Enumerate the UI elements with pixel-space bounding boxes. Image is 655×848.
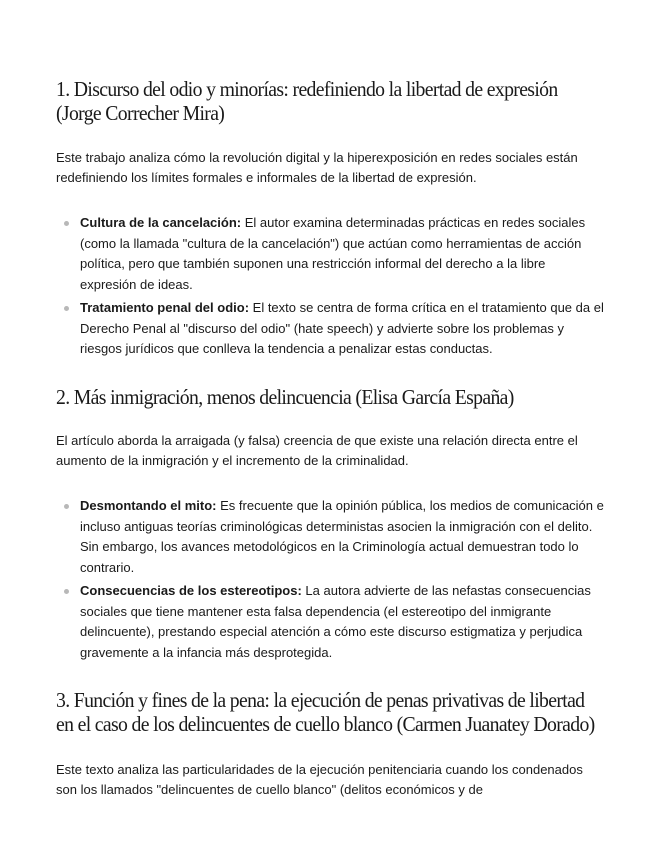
list-item <box>56 298 604 360</box>
section-2-heading: 2. Más inmigración, menos delincuencia (Elisa García España) <box>56 385 514 409</box>
bullet-text: El autor examina determinadas prácticas en redes sociales (como la llamada "cultura de la cancelación") que actúan como herramientas de acción política, pero que también suponen una restricción informal del derecho a la libre expresión de ideas. <box>80 215 586 292</box>
bullet-text: La autora advierte de las nefastas consecuencias sociales que tiene mantener esta falsa dependencia (el estereotipo del inmigrante delincuente), prestando especial atención a cómo este discurso estigmatiza y perjudica gravemente a la infancia más desprotegida. <box>80 583 591 660</box>
list-item <box>56 496 604 578</box>
section-1-bullet-list <box>56 213 604 360</box>
bullet-dot-icon <box>64 306 69 311</box>
bullet-term: Desmontando el mito: <box>80 498 217 513</box>
section-1-heading: 1. Discurso del odio y minorías: redefiniendo la libertad de expresión (Jorge Correcher Mira) <box>56 77 558 125</box>
bullet-dot-icon <box>64 589 69 594</box>
bullet-term: Tratamiento penal del odio: <box>80 300 250 315</box>
section-3-heading: 3. Función y fines de la pena: la ejecución de penas privativas de libertad en el caso de los delincuentes de cuello blanco (Carmen Juanatey Dorado) <box>56 688 595 736</box>
list-item <box>56 213 604 295</box>
bullet-dot-icon <box>64 504 69 509</box>
bullet-term: Cultura de la cancelación: <box>80 215 242 230</box>
bullet-term: Consecuencias de los estereotipos: <box>80 583 302 598</box>
bullet-dot-icon <box>64 221 69 226</box>
section-2-bullet-list <box>56 496 604 663</box>
section-1-intro: Este trabajo analiza cómo la revolución digital y la hiperexposición en redes sociales están redefiniendo los límites formales e informales de la libertad de expresión. <box>56 150 578 185</box>
list-item <box>56 581 604 663</box>
bullet-text: Es frecuente que la opinión pública, los medios de comunicación e incluso antiguas teorías criminológicas deterministas asocien la inmigración con el delito. Sin embargo, los avances metodológicos en la Criminología actual demuestran todo lo contrario. <box>80 498 604 575</box>
section-2-intro: El artículo aborda la arraigada (y falsa) creencia de que existe una relación directa entre el aumento de la inmigración y el incremento de la criminalidad. <box>56 433 578 468</box>
bullet-text: El texto se centra de forma crítica en el tratamiento que da el Derecho Penal al "discurso del odio" (hate speech) y advierte sobre los problemas y riesgos jurídicos que conlleva la tendencia a penalizar estas conductas. <box>80 300 604 356</box>
section-3-intro: Este texto analiza las particularidades de la ejecución penitenciaria cuando los condenados son los llamados "delincuentes de cuello blanco" (delitos económicos y de <box>56 762 583 797</box>
